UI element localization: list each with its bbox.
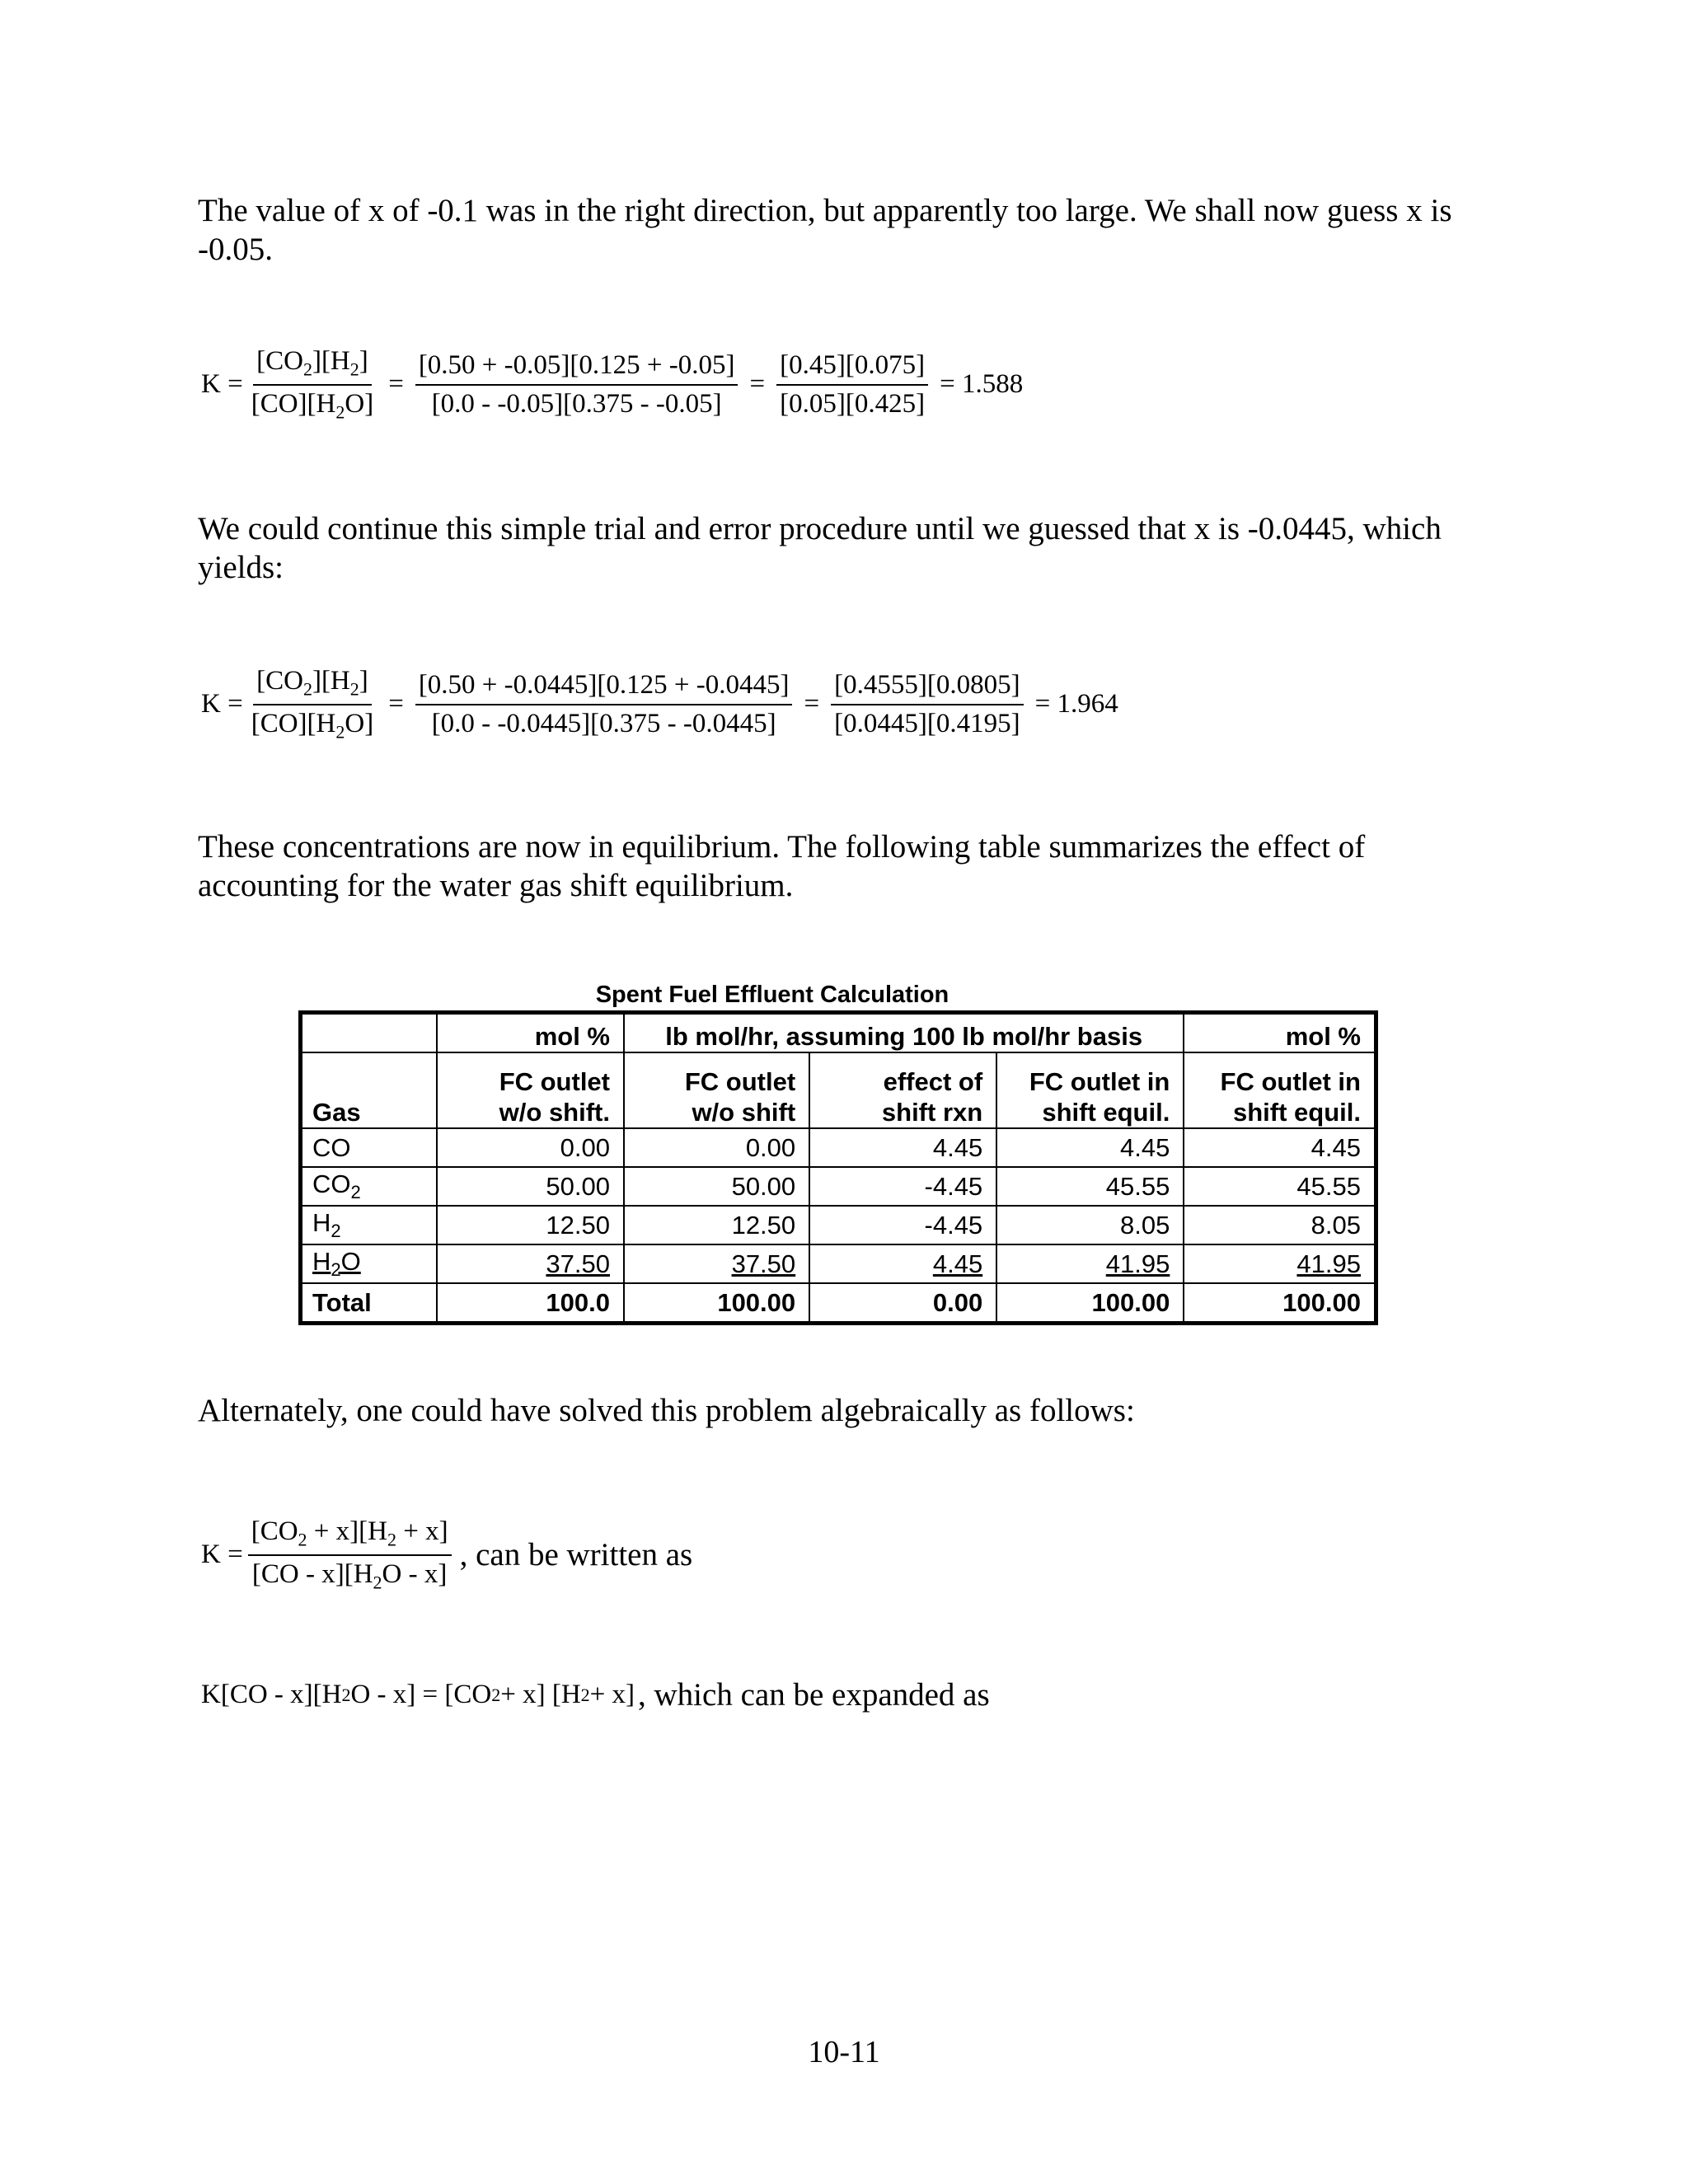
equation-2: K = $\frac{[CO_2][H_2]}{[CO][H_2O]}$ = $\frac{[0.50 + -0.0445][0.125 + -0.0445]}{[0.0 - -0.0445][0.375 - -0.0445]}$ = $\frac{[0.4555][0.0805]}{[0.0445][0.4195]}$ = 1.964 (201, 666, 1118, 743)
fraction-formula (248, 346, 377, 423)
paragraph-2: We could continue this simple trial and error procedure until we guessed that x is -0.0445, which yields: (198, 511, 1442, 585)
fraction-simplified: $\frac{[0.45][0.075]}{[0.05][0.425]}$ (776, 350, 928, 419)
table-title: Spent Fuel Effluent Calculation (595, 982, 950, 1008)
paragraph-1: The value of x of -0.1 was in the right direction, but apparently too large. We shall now guess x is -0.05. (198, 193, 1452, 267)
table-row: $H_2O$ 37.50 37.50 4.45 41.95 41.95 (301, 1244, 1376, 1283)
fraction-simplified: $\frac{[0.4555][0.0805]}{[0.0445][0.4195]}$ (831, 670, 1023, 739)
table-row: $H_2$ 12.50 12.50 -4.45 8.05 8.05 (301, 1206, 1376, 1244)
paragraph-4: Alternately, one could have solved this problem algebraically as follows: (198, 1393, 1135, 1428)
paragraph-3: These concentrations are now in equilibrium. The following table summarizes the effect of accounting for the water gas shift equilibrium. (198, 829, 1366, 903)
table-row: CO 0.00 0.00 4.45 4.45 4.45 (301, 1128, 1376, 1167)
effluent-table-block (298, 979, 1378, 1325)
table-row: $CO_2$ 50.00 50.00 -4.45 45.55 45.55 (301, 1167, 1376, 1206)
equation-result: = 1.588 (940, 369, 1024, 400)
equation-result: = 1.964 (1034, 689, 1118, 719)
effluent-table (298, 1010, 1378, 1325)
fraction-general: $\frac{[CO_2 + x][H_2 + x]}{[CO - x][H_2O - x]}$ (248, 1516, 452, 1593)
equation-4-tail: , which can be expanded as (638, 1677, 990, 1713)
page-number: 10-11 (808, 2035, 880, 2069)
k-symbol: K = (201, 369, 243, 400)
formula-numerator: $[CO_2][H_2]$ (253, 346, 372, 386)
equation-3-tail: , can be written as (459, 1537, 693, 1573)
k-symbol: K = (201, 689, 243, 719)
fraction-substituted: $\frac{[0.50 + -0.0445][0.125 + -0.0445]}{[0.0 - -0.0445][0.375 - -0.0445]}$ (415, 670, 793, 739)
equation-1: K = $\frac{[CO_2][H_2]}{[CO][H_2O]}$ = $\frac{[0.50 + -0.05][0.125 + -0.05]}{[0.0 - -0.05][0.375 - -0.05]}$ = $\frac{[0.45][0.075]}{[0.05][0.425]}$ = 1.588 (201, 346, 1024, 423)
table-total-row: Total 100.0 100.00 0.00 100.00 100.00 (301, 1283, 1376, 1324)
table-column-header-row: Gas FC outlet w/o shift. FC outlet w/o shift effect of shift rxn FC outlet in shift equil. FC outlet in shift equil. (301, 1052, 1376, 1128)
table-group-header-row: mol % lb mol/hr, assuming 100 lb mol/hr basis mol % (301, 1013, 1376, 1053)
fraction-formula: $\frac{[CO_2][H_2]}{[CO][H_2O]}$ (251, 666, 374, 743)
formula-denominator: $[CO][H_2O]$ (251, 388, 374, 423)
equation-4: K[CO - x][H 2 O - x] = [CO 2 + x] [H 2 + x] , which can be expanded as (201, 1677, 990, 1713)
equation-3 (201, 1516, 692, 1593)
k-symbol: K = (201, 1540, 243, 1570)
fraction-substituted: $\frac{[0.50 + -0.05][0.125 + -0.05]}{[0.0 - -0.05][0.375 - -0.05]}$ (415, 350, 738, 419)
